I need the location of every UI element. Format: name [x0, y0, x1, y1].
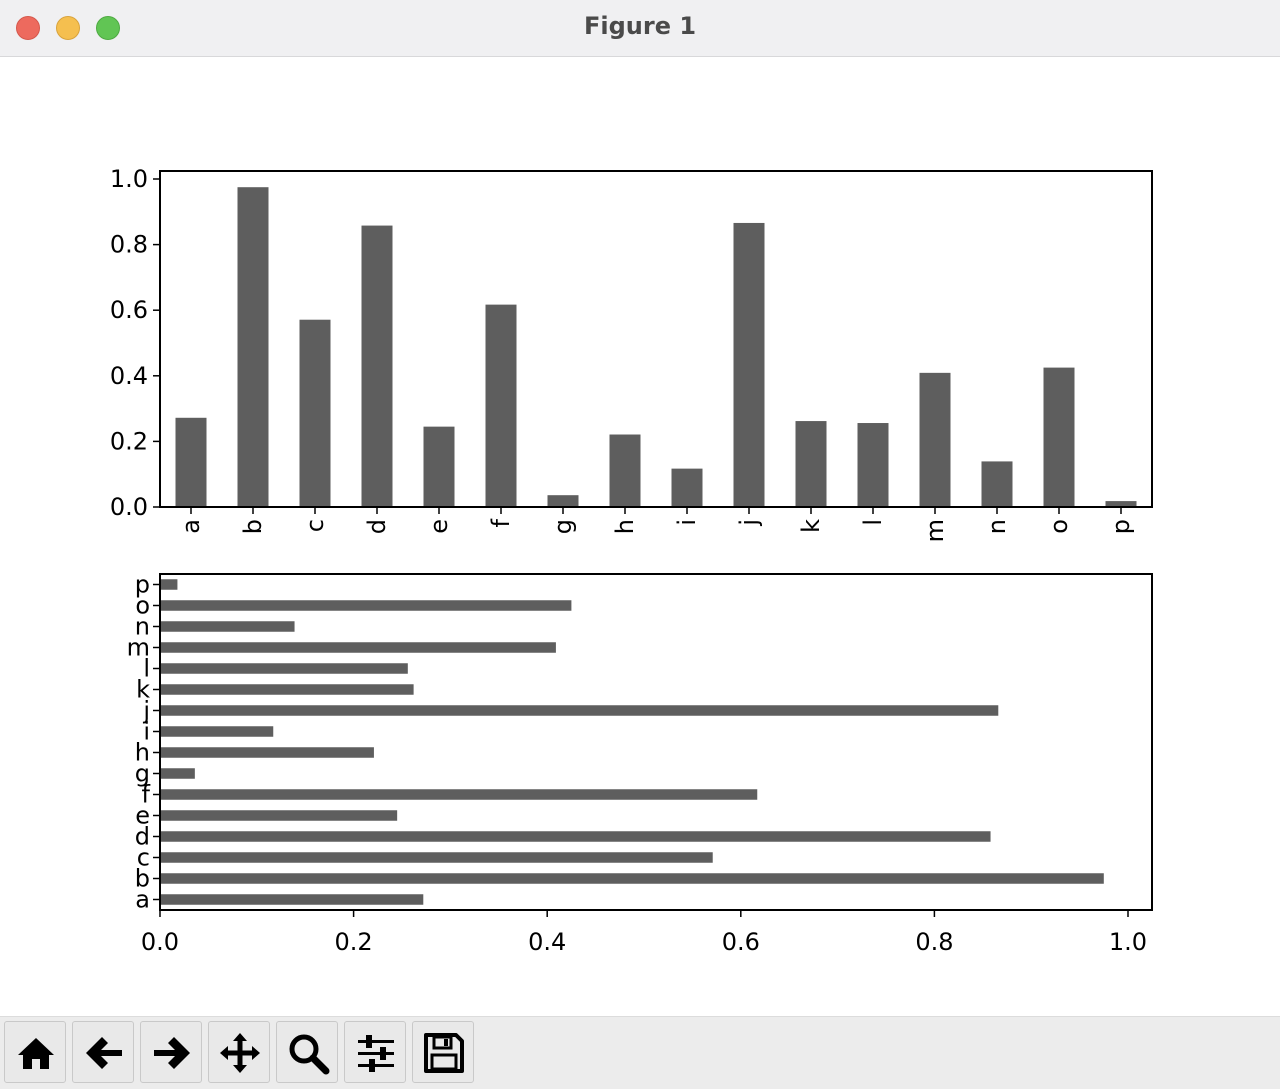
sliders-icon [354, 1031, 398, 1075]
y-tick-label: l [143, 654, 150, 683]
hbar-b [160, 873, 1104, 884]
y-tick-label: g [134, 759, 150, 788]
magnifier-icon [286, 1031, 330, 1075]
window-title: Figure 1 [583, 12, 697, 40]
hbar-d [160, 831, 991, 842]
x-tick-label: k [797, 519, 825, 533]
bar-h [610, 435, 641, 507]
x-tick-label: f [487, 519, 515, 528]
hbar-f [160, 789, 757, 800]
figure-canvas [0, 57, 1280, 1015]
hbar-e [160, 810, 397, 821]
y-tick-label: 1.0 [109, 165, 148, 193]
home-icon [14, 1031, 58, 1075]
x-tick-label: l [859, 519, 887, 526]
floppy-disk-icon [422, 1031, 466, 1075]
x-tick-label: 0.4 [528, 928, 567, 956]
hbar-l [160, 663, 408, 674]
hbar-o [160, 600, 571, 611]
home-button[interactable] [4, 1021, 66, 1083]
navigation-toolbar [0, 1016, 1280, 1089]
bar-c [300, 320, 331, 507]
x-tick-label: b [239, 519, 267, 535]
bar-j [734, 223, 765, 507]
x-tick-label: 0.0 [140, 928, 180, 956]
bar-k [796, 421, 827, 507]
x-tick-label: 0.6 [721, 928, 760, 956]
x-tick-label: 0.2 [334, 928, 373, 956]
bar-l [858, 423, 889, 507]
hbar-m [160, 642, 556, 653]
x-tick-label: i [673, 519, 701, 526]
x-tick-label: e [425, 519, 453, 534]
y-tick-label: n [134, 612, 150, 641]
arrow-left-icon [82, 1031, 126, 1075]
bar-e [424, 427, 455, 507]
y-tick-label: 0.4 [109, 361, 148, 390]
bar-d [362, 226, 393, 507]
y-tick-label: 0.8 [109, 230, 148, 259]
zoom-button[interactable] [276, 1021, 338, 1083]
y-tick-label: f [141, 780, 150, 809]
y-tick-label: i [143, 717, 150, 746]
x-tick-label: n [983, 519, 1011, 535]
hbar-p [160, 579, 177, 590]
x-tick-label: a [177, 519, 205, 534]
bar-n [982, 461, 1013, 507]
x-tick-label: g [549, 519, 577, 535]
forward-button[interactable] [140, 1021, 202, 1083]
pan-button[interactable] [208, 1021, 270, 1083]
y-tick-label: p [134, 570, 150, 599]
x-tick-label: c [301, 519, 329, 533]
x-tick-label: 0.8 [915, 928, 954, 956]
hbar-h [160, 747, 374, 758]
y-tick-label: c [136, 843, 150, 872]
x-tick-label: h [611, 519, 639, 535]
bar-f [486, 305, 517, 507]
bar-b [238, 187, 269, 507]
back-button[interactable] [72, 1021, 134, 1083]
x-tick-label: o [1045, 519, 1073, 534]
bar-g [548, 495, 579, 507]
hbar-a [160, 894, 423, 905]
bar-o [1044, 368, 1075, 507]
hbar-n [160, 621, 295, 632]
y-tick-label: o [135, 591, 150, 620]
hbar-c [160, 852, 713, 863]
bar-a [176, 418, 207, 507]
y-tick-label: 0.6 [109, 296, 148, 325]
x-tick-label: p [1107, 519, 1135, 535]
y-tick-label: b [134, 864, 150, 893]
bar-m [920, 373, 951, 507]
save-button[interactable] [412, 1021, 474, 1083]
window-titlebar [0, 0, 1280, 57]
hbar-k [160, 684, 414, 695]
y-tick-label: d [134, 822, 150, 851]
arrow-right-icon [150, 1031, 194, 1075]
hbar-j [160, 705, 998, 716]
x-tick-label: d [363, 519, 391, 535]
move-icon [218, 1031, 262, 1075]
y-tick-label: k [136, 675, 150, 704]
hbar-g [160, 768, 195, 779]
y-tick-label: a [135, 885, 150, 914]
y-tick-label: 0.0 [109, 493, 148, 521]
y-tick-label: e [135, 801, 150, 830]
y-tick-label: h [134, 738, 150, 767]
x-tick-label: m [921, 519, 949, 543]
bar-i [672, 469, 703, 507]
y-tick-label: m [126, 633, 150, 662]
y-tick-label: 0.2 [109, 427, 148, 456]
configure-subplots-button[interactable] [344, 1021, 406, 1083]
x-tick-label: 1.0 [1108, 928, 1148, 956]
x-tick-label: j [735, 519, 763, 526]
y-tick-label: j [143, 696, 150, 725]
hbar-i [160, 726, 273, 737]
